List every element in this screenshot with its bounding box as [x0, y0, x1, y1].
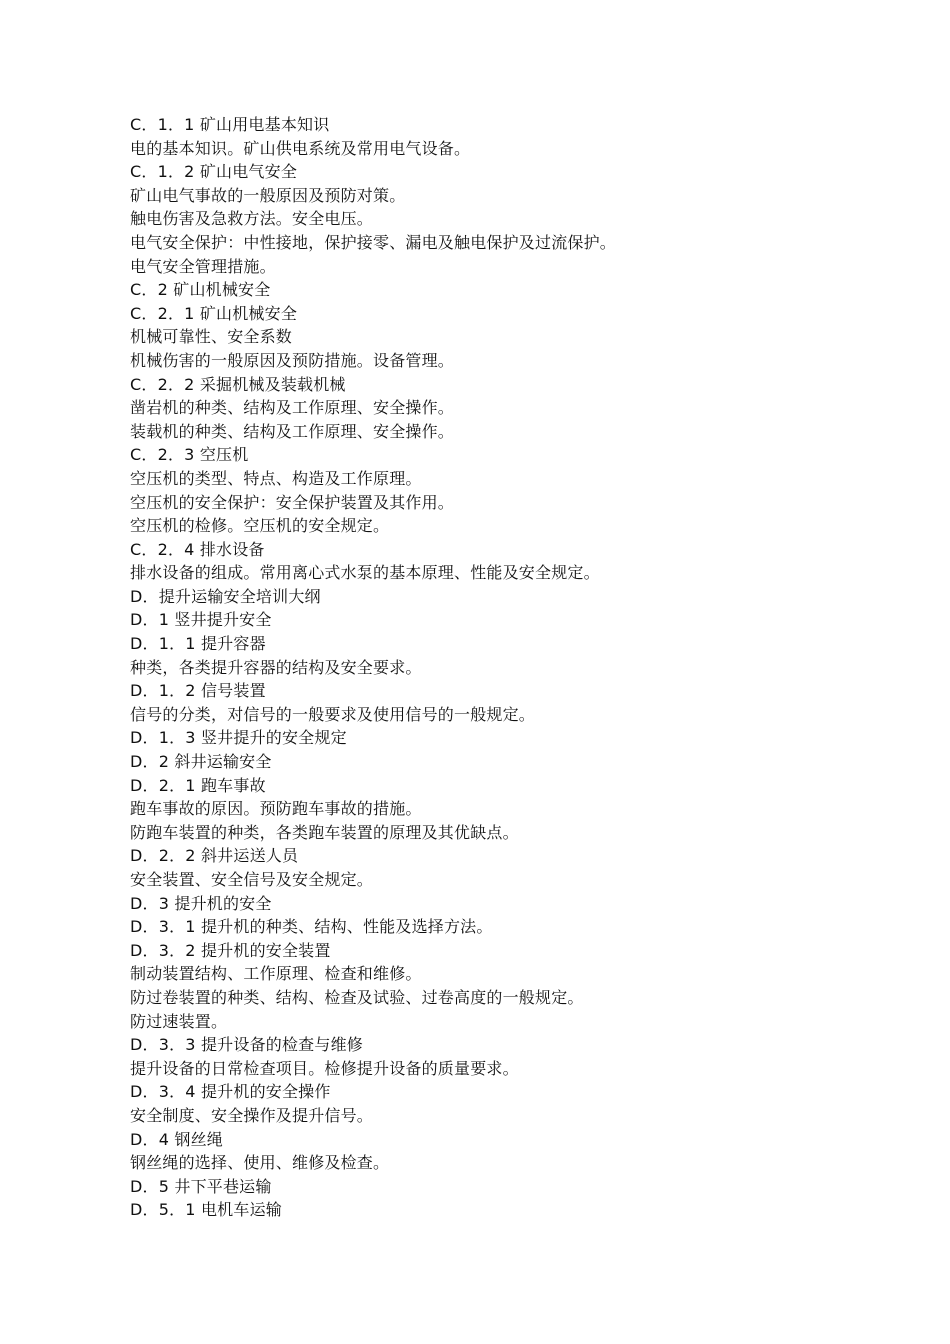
- section-heading: D．2 斜井运输安全: [130, 752, 272, 772]
- section-heading: D．3．2 提升机的安全装置: [130, 940, 331, 960]
- body-text: 提升设备的日常检查项目。检修提升设备的质量要求。: [130, 1058, 519, 1078]
- section-heading: D．1．3 竖井提升的安全规定: [130, 728, 347, 748]
- body-text: 排水设备的组成。常用离心式水泵的基本原理、性能及安全规定。: [130, 563, 600, 583]
- body-text: 安全制度、安全操作及提升信号。: [130, 1105, 374, 1125]
- section-heading: C．2 矿山机械安全: [130, 280, 271, 300]
- section-heading: D．5．1 电机车运输: [130, 1200, 282, 1220]
- body-text: 种类，各类提升容器的结构及安全要求。: [130, 657, 422, 677]
- body-text: 防过速装置。: [130, 1011, 228, 1031]
- section-heading: D．1 竖井提升安全: [130, 610, 272, 630]
- section-heading: D．2．1 跑车事故: [130, 775, 266, 795]
- section-heading: C．1．2 矿山电气安全: [130, 162, 298, 182]
- body-text: 电气安全保护：中性接地，保护接零、漏电及触电保护及过流保护。: [130, 232, 617, 252]
- body-text: 空压机的类型、特点、构造及工作原理。: [130, 468, 422, 488]
- section-heading: D．3．3 提升设备的检查与维修: [130, 1035, 363, 1055]
- section-heading: D．3 提升机的安全: [130, 893, 272, 913]
- body-text: 机械伤害的一般原因及预防措施。设备管理。: [130, 350, 455, 370]
- body-text: 跑车事故的原因。预防跑车事故的措施。: [130, 799, 422, 819]
- section-heading: D．3．4 提升机的安全操作: [130, 1082, 331, 1102]
- section-heading: D．1．1 提升容器: [130, 634, 266, 654]
- section-heading: D．3．1 提升机的种类、结构、性能及选择方法。: [130, 917, 493, 937]
- section-heading: C．2．2 采掘机械及装载机械: [130, 374, 346, 394]
- section-heading: C．2．1 矿山机械安全: [130, 303, 298, 323]
- section-heading: C．2．4 排水设备: [130, 539, 265, 559]
- body-text: 钢丝绳的选择、使用、维修及检查。: [130, 1153, 390, 1173]
- body-text: 装载机的种类、结构及工作原理、安全操作。: [130, 421, 455, 441]
- body-text: 空压机的安全保护：安全保护装置及其作用。: [130, 492, 455, 512]
- body-text: 防过卷装置的种类、结构、检查及试验、过卷高度的一般规定。: [130, 987, 584, 1007]
- body-text: 制动装置结构、工作原理、检查和维修。: [130, 964, 422, 984]
- body-text: 电气安全管理措施。: [130, 256, 276, 276]
- section-heading: C．1．1 矿山用电基本知识: [130, 115, 330, 134]
- section-heading: D．5 井下平巷运输: [130, 1176, 272, 1196]
- body-text: 机械可靠性、安全系数: [130, 327, 293, 347]
- body-text: 矿山电气事故的一般原因及预防对策。: [130, 185, 406, 205]
- section-heading: C．2．3 空压机: [130, 445, 249, 465]
- body-text: 触电伤害及急救方法。安全电压。: [130, 209, 374, 229]
- document-body: [130, 113, 890, 1222]
- body-text: 凿岩机的种类、结构及工作原理、安全操作。: [130, 398, 455, 418]
- section-heading: D．2．2 斜井运送人员: [130, 846, 299, 866]
- body-text: 防跑车装置的种类，各类跑车装置的原理及其优缺点。: [130, 822, 519, 842]
- body-text: 空压机的检修。空压机的安全规定。: [130, 516, 390, 536]
- body-text: 安全装置、安全信号及安全规定。: [130, 870, 374, 889]
- section-heading: D．4 钢丝绳: [130, 1129, 223, 1149]
- section-heading: D．1．2 信号装置: [130, 681, 266, 701]
- body-text: 信号的分类，对信号的一般要求及使用信号的一般规定。: [130, 704, 536, 724]
- section-heading: D．提升运输安全培训大纲: [130, 586, 321, 606]
- body-text: 电的基本知识。矿山供电系统及常用电气设备。: [130, 138, 471, 158]
